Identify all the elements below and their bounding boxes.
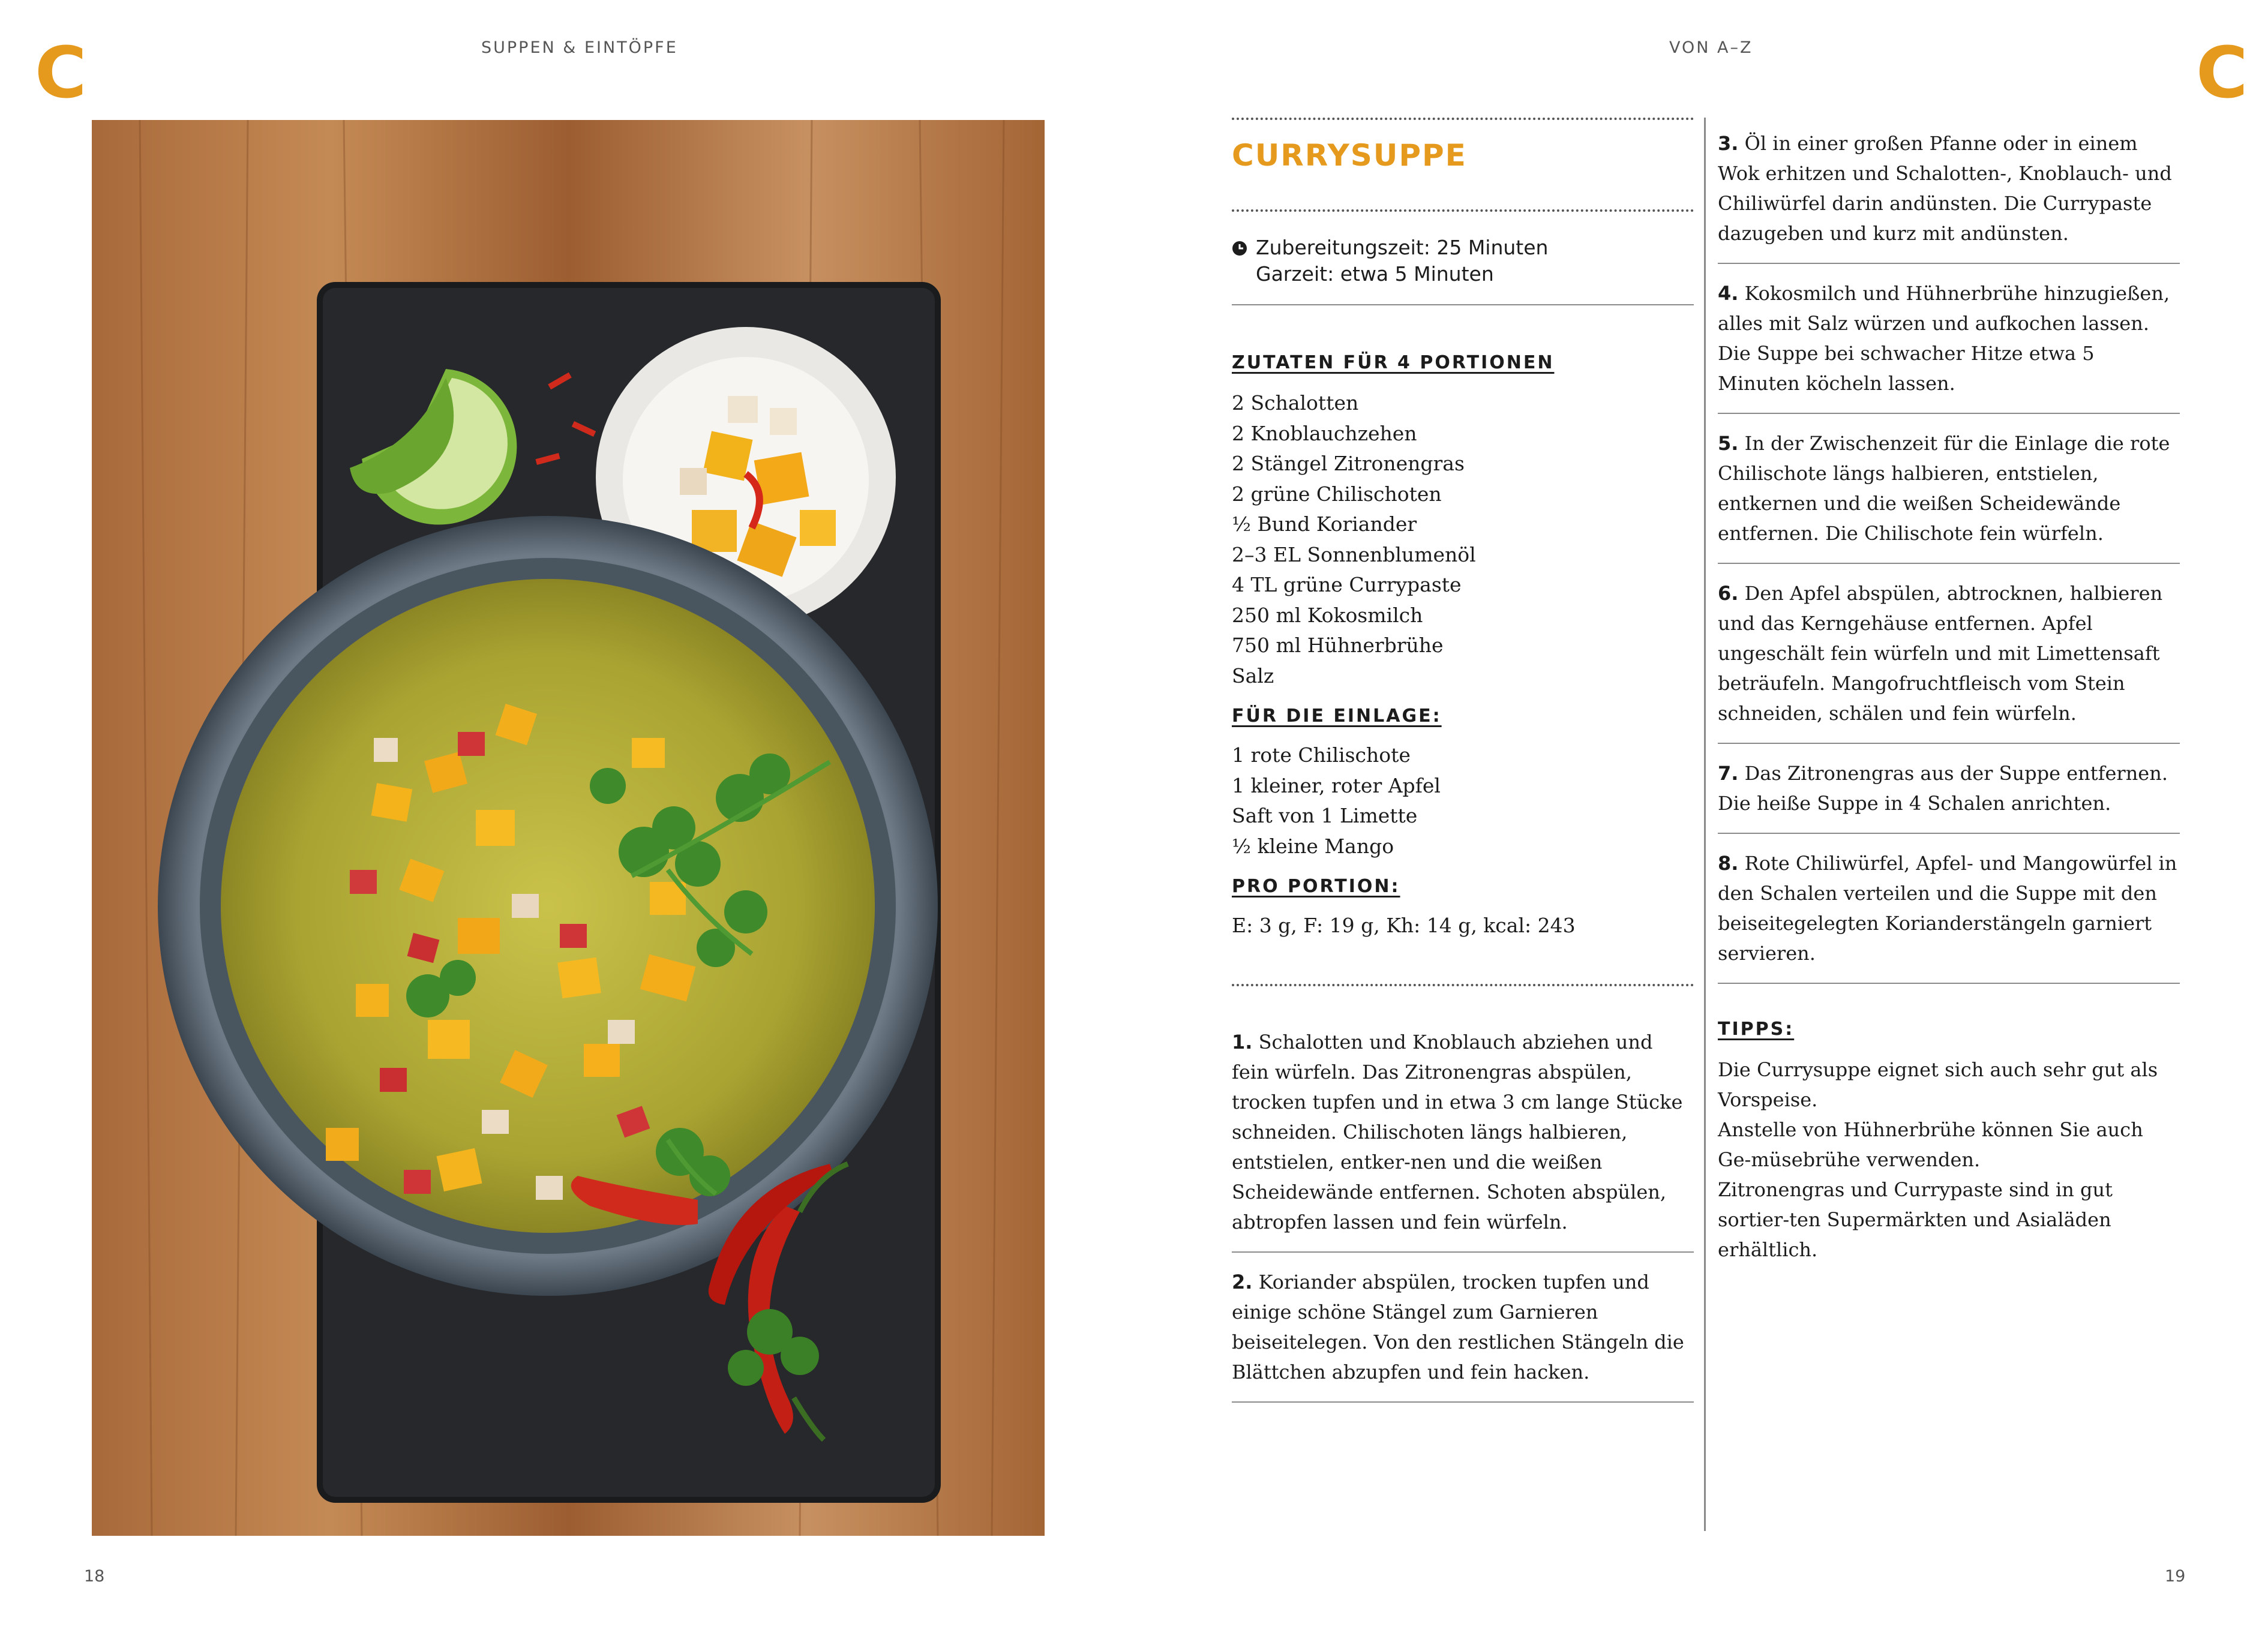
step-number: 5. — [1718, 432, 1739, 455]
dotted-rule — [1232, 118, 1694, 120]
step-3 — [1718, 128, 2180, 248]
inlay-heading: FÜR DIE EINLAGE: — [1232, 706, 1442, 727]
cook-time: Garzeit: etwa 5 Minuten — [1256, 262, 1494, 286]
page-number-right: 19 — [2165, 1567, 2186, 1586]
step-number: 3. — [1718, 132, 1739, 155]
step-text: Koriander abspülen, trocken tupfen und einige schöne Stängel zum Garnieren beiseitelegen. Von den restlichen Stängeln die Blättchen abzupfen und fein hacken. — [1232, 1271, 1684, 1383]
list-item: Saft von 1 Limette — [1232, 804, 1418, 827]
step-text: Den Apfel abspülen, abtrocknen, halbieren und das Kerngehäuse entfernen. Apfel ungeschält fein würfeln und mit Limettensaft beträufeln. Mangofruchtfleisch vom Stein schneiden, schälen und fein würfeln. — [1718, 582, 2163, 725]
solid-rule — [1718, 563, 2180, 564]
ingredients-list — [1232, 388, 1694, 691]
page-number-left: 18 — [84, 1567, 105, 1586]
chapter-letter-left: C — [35, 31, 87, 114]
ingredients-heading: ZUTATEN FÜR 4 PORTIONEN — [1232, 352, 1555, 373]
step-text: Öl in einer großen Pfanne oder in einem Wok erhitzen und Schalotten-, Knoblauch- und Chiliwürfel darin andünsten. Die Currypaste dazugeben und kurz mit andünsten. — [1718, 132, 2172, 245]
list-item: 750 ml Hühnerbrühe — [1232, 634, 1444, 657]
step-number: 1. — [1232, 1031, 1253, 1053]
chapter-letter-right: C — [2196, 31, 2248, 114]
solid-rule — [1232, 1401, 1694, 1403]
step-number: 6. — [1718, 582, 1739, 605]
dotted-rule — [1232, 209, 1694, 212]
step-7 — [1718, 758, 2180, 818]
list-item: 250 ml Kokosmilch — [1232, 603, 1423, 627]
solid-rule — [1718, 743, 2180, 744]
tips-heading: TIPPS: — [1718, 1019, 1795, 1040]
step-5 — [1718, 428, 2180, 548]
list-item: ½ Bund Koriander — [1232, 512, 1417, 536]
tip-3: Zitronengras und Currypaste sind in gut sortier-ten Supermärkten und Asialäden erhältlich. — [1718, 1178, 2113, 1261]
list-item: 1 kleiner, roter Apfel — [1232, 773, 1441, 797]
dotted-rule — [1232, 984, 1694, 986]
list-item: 2 Knoblauchzehen — [1232, 421, 1417, 445]
tip-1: Die Currysuppe eignet sich auch sehr gut als Vorspeise. — [1718, 1058, 2158, 1111]
solid-rule — [1718, 263, 2180, 264]
list-item: 4 TL grüne Currypaste — [1232, 573, 1462, 596]
running-head-right: VON A–Z — [1669, 38, 1753, 57]
list-item: 2 grüne Chilischoten — [1232, 482, 1442, 506]
prep-time: Zubereitungszeit: 25 Minuten — [1256, 236, 1549, 259]
step-text: Kokosmilch und Hühnerbrühe hinzugießen, alles mit Salz würzen und aufkochen lassen. Die Suppe bei schwacher Hitze etwa 5 Minuten köcheln lassen. — [1718, 282, 2170, 395]
step-text: In der Zwischenzeit für die Einlage die rote Chilischote längs halbieren, entstielen, entkernen und die weißen Scheidewände entfernen. Die Chilischote fein würfeln. — [1718, 432, 2170, 545]
solid-rule — [1718, 983, 2180, 984]
step-2 — [1232, 1267, 1694, 1387]
solid-rule — [1718, 833, 2180, 834]
list-item: 1 rote Chilischote — [1232, 743, 1411, 767]
step-8 — [1718, 848, 2180, 968]
nutrition-values: E: 3 g, F: 19 g, Kh: 14 g, kcal: 243 — [1232, 914, 1576, 937]
step-number: 4. — [1718, 282, 1739, 305]
tip-2: Anstelle von Hühnerbrühe können Sie auch Ge-müsebrühe verwenden. — [1718, 1118, 2143, 1171]
portion-heading: PRO PORTION: — [1232, 876, 1400, 897]
step-1 — [1232, 1027, 1694, 1237]
list-item: 2–3 EL Sonnenblumenöl — [1232, 542, 1476, 566]
clock-icon — [1232, 235, 1247, 250]
step-number: 8. — [1718, 852, 1739, 875]
recipe-right-column — [1718, 128, 2180, 1265]
step-6 — [1718, 578, 2180, 728]
solid-rule — [1232, 304, 1694, 305]
list-item: Salz — [1232, 664, 1274, 688]
step-text: Rote Chiliwürfel, Apfel- und Mangowürfel in den Schalen verteilen und die Suppe mit den beiseitegelegten Korianderstängeln garniert servieren. — [1718, 852, 2177, 965]
recipe-title: CURRYSUPPE — [1232, 138, 1467, 173]
step-4 — [1718, 278, 2180, 398]
step-text: Schalotten und Knoblauch abziehen und fein würfeln. Das Zitronengras abspülen, trocken tupfen und in etwa 3 cm lange Stücke schneiden. Chilischoten längs halbieren, entstielen, entker-nen und die weißen Scheidewände entfernen. Schoten abspülen, abtropfen lassen und fein würfeln. — [1232, 1031, 1683, 1233]
recipe-left-column — [1232, 118, 1694, 1403]
step-number: 2. — [1232, 1271, 1253, 1293]
solid-rule — [1232, 1251, 1694, 1253]
list-item: 2 Schalotten — [1232, 391, 1359, 415]
running-head-left: SUPPEN & EINTÖPFE — [481, 38, 678, 57]
solid-rule — [1718, 413, 2180, 414]
step-text: Das Zitronengras aus der Suppe entfernen. Die heiße Suppe in 4 Schalen anrichten. — [1718, 762, 2168, 815]
time-block — [1232, 235, 1694, 287]
list-item: 2 Stängel Zitronengras — [1232, 452, 1465, 475]
list-item: ½ kleine Mango — [1232, 834, 1394, 858]
recipe-photo — [92, 120, 1045, 1536]
inlay-list — [1232, 740, 1694, 861]
column-divider — [1704, 118, 1706, 1531]
step-number: 7. — [1718, 762, 1739, 785]
